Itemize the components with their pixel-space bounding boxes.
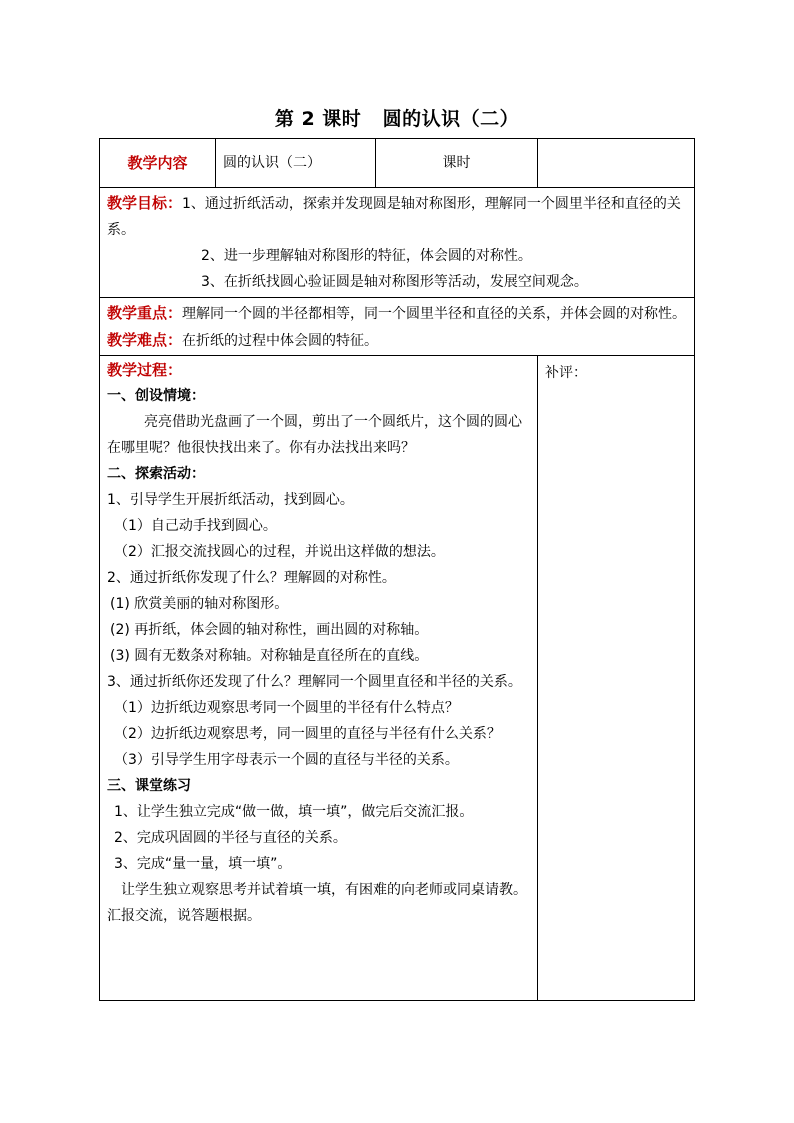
section-2-title: 二、探索活动： (107, 466, 205, 482)
page-title: 第 2 课时 圆的认识（二） (274, 108, 520, 130)
section-3-text: 让学生独立观察思考并试着填一填，有困难的向老师或同桌请教。汇报交流，说答题根据。 (107, 882, 527, 924)
section-2-item-2: 2、通过折纸你发现了什么？理解圆的对称性。 (107, 570, 396, 586)
class-hours-value (538, 139, 695, 188)
section-1-text: 亮亮借助光盘画了一个圆，剪出了一个圆纸片，这个圆的圆心在哪里呢？他很快找出来了。你有办法找出来吗？ (107, 414, 522, 456)
teaching-content-value: 圆的认识（二） (216, 139, 376, 188)
section-2-item-2-3: (3) 圆有无数条对称轴。对称轴是直径所在的直线。 (110, 648, 429, 664)
section-2-item-2-2: (2) 再折纸，体会圆的轴对称性，画出圆的对称轴。 (110, 622, 429, 638)
difficulties-text: 在折纸的过程中体会圆的特征。 (182, 333, 379, 349)
process-label: 教学过程： (107, 361, 183, 379)
section-2-item-3-2: （2）边折纸边观察思考，同一圆里的直径与半径有什么关系？ (114, 726, 501, 742)
key-points (107, 300, 687, 327)
difficulties-label: 教学难点： (107, 331, 183, 349)
remarks-label: 补评： (545, 365, 587, 381)
difficulties (107, 327, 687, 354)
key-points-row (100, 298, 695, 356)
lesson-plan-table (99, 138, 695, 1001)
key-points-text: 理解同一个圆的半径都相等，同一个圆里半径和直径的关系，并体会圆的对称性。 (182, 306, 687, 322)
class-hours-label: 课时 (376, 139, 538, 188)
section-2-item-1: 1、引导学生开展折纸活动，找到圆心。 (107, 492, 354, 508)
objective-3: 3、在折纸找圆心验证圆是轴对称图形等活动，发展空间观念。 (201, 274, 588, 290)
process-cell (100, 356, 538, 1001)
objectives-cell (100, 188, 695, 298)
section-3-item-2: 2、完成巩固圆的半径与直径的关系。 (114, 830, 347, 846)
section-3-item-1: 1、让学生独立完成“做一做，填一填”，做完后交流汇报。 (114, 804, 474, 820)
section-2-item-1-2: （2）汇报交流找圆心的过程，并说出这样做的想法。 (114, 544, 445, 560)
section-2-item-3-1: （1）边折纸边观察思考同一个圆里的半径有什么特点？ (114, 700, 459, 716)
objectives-label: 教学目标： (107, 194, 183, 212)
section-2-item-3: 3、通过折纸你还发现了什么？理解同一个圆里直径和半径的关系。 (107, 674, 522, 690)
process-row (100, 356, 695, 1001)
section-3-item-3: 3、完成“量一量，填一填”。 (114, 856, 292, 872)
section-1-title: 一、创设情境： (107, 388, 205, 404)
key-points-cell (100, 298, 695, 356)
objective-2: 2、进一步理解轴对称图形的特征，体会圆的对称性。 (201, 248, 532, 264)
section-2-item-3-3: （3）引导学生用字母表示一个圆的直径与半径的关系。 (114, 752, 459, 768)
header-row (100, 139, 695, 188)
teaching-content-label: 教学内容 (100, 139, 216, 188)
section-2-item-1-1: （1）自己动手找到圆心。 (114, 518, 277, 534)
section-3-title: 三、课堂练习 (107, 778, 191, 794)
section-2-item-2-1: (1) 欣赏美丽的轴对称图形。 (110, 596, 289, 612)
remarks-cell (538, 356, 695, 1001)
key-points-label: 教学重点： (107, 304, 183, 322)
objective-1-text: 1、通过折纸活动，探索并发现圆是轴对称图形，理解同一个圆里半径和直径的关系。 (107, 196, 681, 238)
objectives-row (100, 188, 695, 298)
objective-1 (107, 190, 687, 243)
